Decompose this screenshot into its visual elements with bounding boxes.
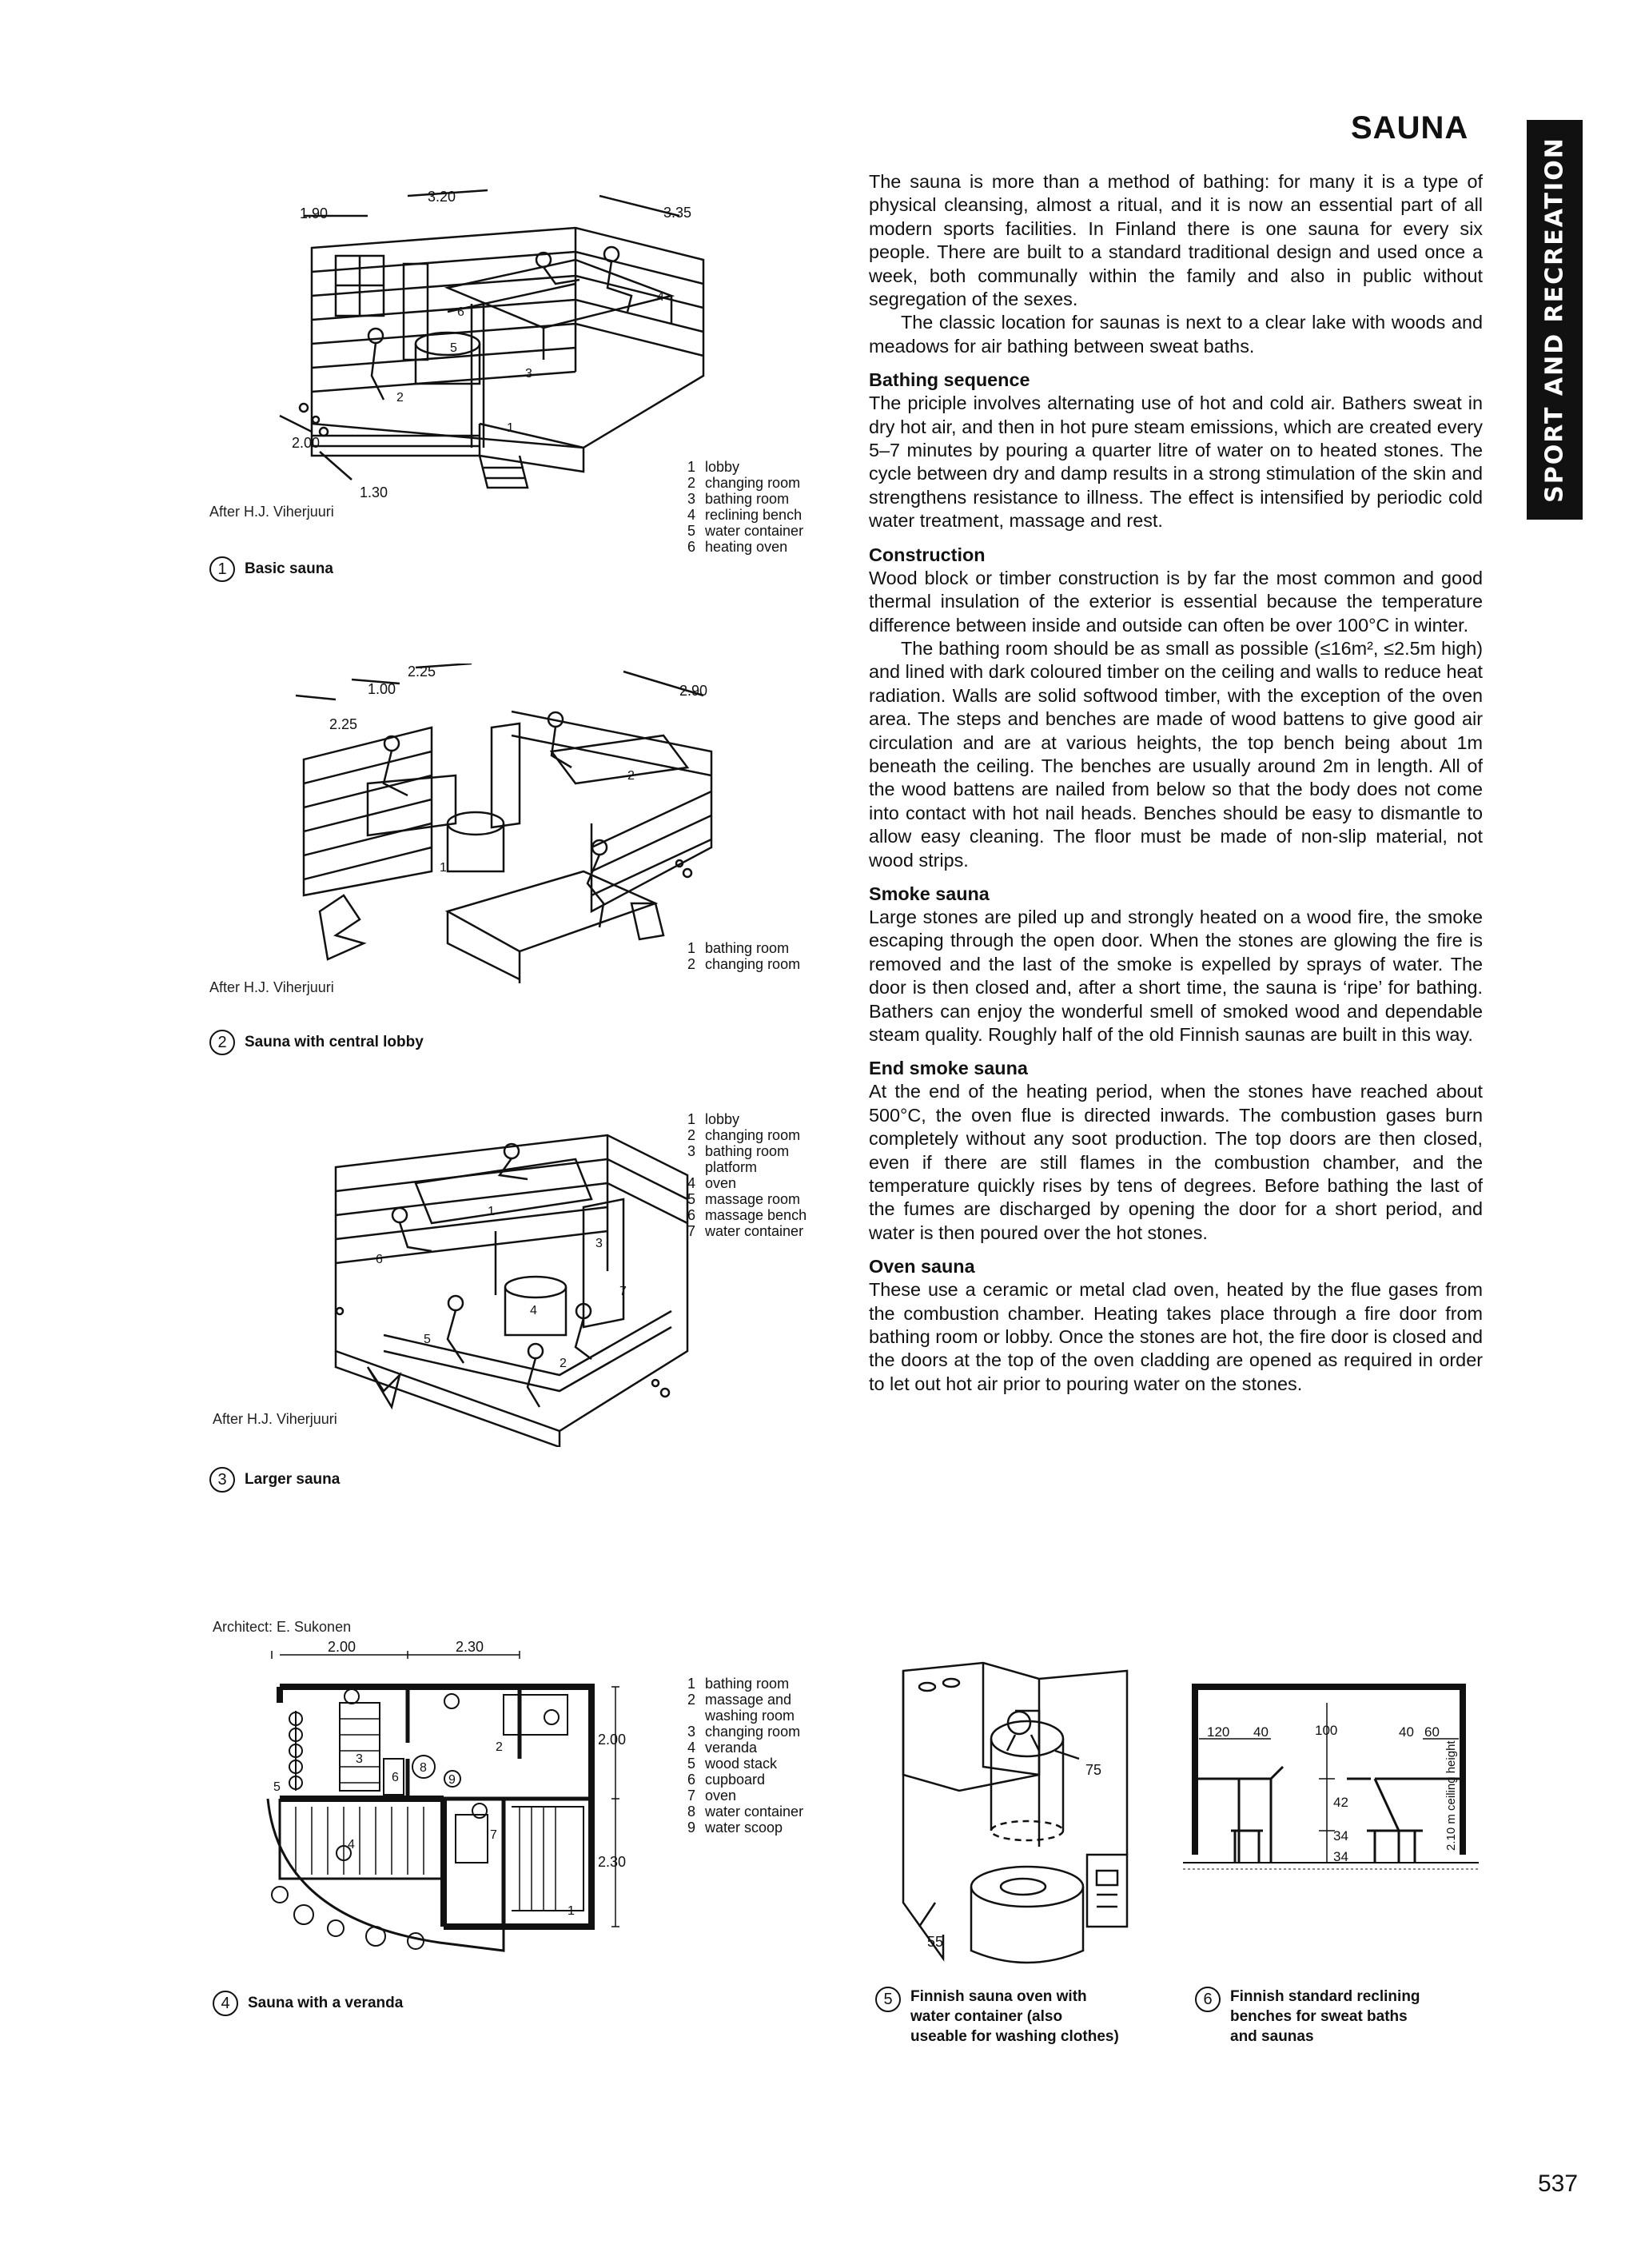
legend-item: 1 lobby <box>687 459 740 475</box>
section-heading: Construction <box>869 544 986 565</box>
fig3-number: 3 <box>209 1467 235 1493</box>
fig1-dim-5: 1.30 <box>360 484 388 500</box>
fig6-dim-3: 100 <box>1315 1723 1338 1738</box>
fig4-dim-2: 2.30 <box>456 1639 484 1655</box>
fig1-caption-text: Basic sauna <box>245 560 333 577</box>
svg-text:7: 7 <box>619 1285 627 1298</box>
fig5-dim-2: 55 <box>927 1934 944 1950</box>
fig5-number: 5 <box>875 1987 901 2012</box>
body-text <box>869 170 1483 1396</box>
fig6-ceiling-label: 2.10 m ceiling height <box>1444 1740 1458 1851</box>
fig2-dim-4: 2.90 <box>679 683 708 699</box>
fig6-dim-8: 34 <box>1333 1849 1348 1864</box>
svg-text:4: 4 <box>348 1838 355 1851</box>
legend-item: 3 bathing room <box>687 491 790 507</box>
fig6-caption-text: Finnish standard reclining benches for sweat baths and saunas <box>1230 1988 1420 2045</box>
fig3-caption-text: Larger sauna <box>245 1471 341 1488</box>
legend-item: 1 lobby <box>687 1111 740 1127</box>
section-tab-label: SPORT AND RECREATION <box>1540 137 1569 503</box>
svg-text:2: 2 <box>627 769 635 783</box>
fig3-caption <box>209 1467 340 1493</box>
svg-text:1: 1 <box>440 861 447 875</box>
page-number: 537 <box>1538 2170 1579 2197</box>
legend-item: 1 bathing room <box>687 940 790 956</box>
svg-text:5: 5 <box>450 341 457 355</box>
legend-item: 2 changing room <box>687 956 801 972</box>
fig2-caption-text: Sauna with central lobby <box>245 1034 424 1050</box>
legend-item: 3 changing room <box>687 1724 801 1740</box>
legend-item: 2 massage and <box>687 1692 792 1708</box>
fig6-caption <box>1195 1987 1420 2047</box>
svg-text:9: 9 <box>448 1773 456 1787</box>
svg-text:6: 6 <box>457 305 464 319</box>
svg-text:7: 7 <box>490 1828 497 1842</box>
fig6-dim-2: 40 <box>1253 1724 1269 1740</box>
fig6-number: 6 <box>1195 1987 1221 2012</box>
body-paragraph: The bathing room should be as small as possible (≤16m², ≤2.5m high) and lined with dark coloured timber on the ceiling and walls to reduce heat radiation. Walls are solid softwood timber, with the exception of the oven area. The steps and benches are made of wood battens to give good air circulation and are at various heights, the top bench being about 1m beneath the ceiling. The benches are usually around 2m in length. All of the wood battens are nailed from below so that the body does not come into contact with hot nail heads. Benches should be easy to dismantle to allow easy cleaning. The floor must be made of non-slip material, not wood strips. <box>869 637 1483 871</box>
fig2-dim-3: 2.25 <box>329 716 358 732</box>
section-tab <box>1527 120 1583 520</box>
legend-item: 4 veranda <box>687 1740 758 1756</box>
fig2-dim-2: 1.00 <box>368 681 396 697</box>
svg-text:8: 8 <box>420 1761 427 1775</box>
fig3-credit: After H.J. Viherjuuri <box>213 1411 337 1427</box>
body-paragraph: The sauna is more than a method of bathing: for many it is a type of physical cleansing, almost a ritual, and it is now an essential part of all modern sports facilities. In Finland there is one sauna for every six people. There are built to a standard traditional design and used once a week, both communally within the family and also in public without segregation of the sexes. <box>869 171 1483 310</box>
legend-item: washing room <box>705 1708 795 1724</box>
body-paragraph: Wood block or timber construction is by far the most common and good thermal insulation of the exterior is essential because the temperature difference between inside and outside can often be over 100°C in winter. <box>869 567 1483 636</box>
fig1-number: 1 <box>209 556 235 582</box>
fig1-dim-1: 1.90 <box>300 205 329 221</box>
body-paragraph: These use a ceramic or metal clad oven, heated by the flue gases from the combustion chamber. Heating takes place through a fire door from bathing room or lobby. Once the stones are hot, the fire door is closed and the doors at the top of the oven cladding are opened as required in order to let out hot air prior to pouring water on the stones. <box>869 1279 1484 1394</box>
fig4-dim-1: 2.00 <box>328 1639 356 1655</box>
fig6-dim-4: 40 <box>1399 1724 1414 1740</box>
svg-text:3: 3 <box>595 1237 603 1250</box>
legend-item: 5 massage room <box>687 1191 801 1207</box>
fig6-dim-1: 120 <box>1207 1724 1230 1740</box>
legend-item: 5 water container <box>687 523 804 539</box>
svg-text:1: 1 <box>507 421 514 435</box>
legend-item: 9 water scoop <box>687 1820 783 1836</box>
fig1-legend <box>687 459 803 555</box>
fig5-caption <box>875 1987 1119 2047</box>
fig4-caption-text: Sauna with a veranda <box>248 1995 404 2011</box>
fig6-dim-7: 34 <box>1333 1828 1348 1843</box>
fig1-dim-3: 3.35 <box>663 205 692 221</box>
fig2-credit: After H.J. Viherjuuri <box>209 979 334 995</box>
fig2-legend <box>687 940 800 972</box>
fig4-drawing <box>264 1639 647 1967</box>
fig4-dim-3: 2.00 <box>598 1732 627 1748</box>
legend-item: 6 massage bench <box>687 1207 807 1223</box>
svg-text:2: 2 <box>496 1740 503 1754</box>
svg-text:6: 6 <box>392 1771 399 1784</box>
fig6-dim-5: 60 <box>1424 1724 1440 1740</box>
svg-text:3: 3 <box>525 367 532 381</box>
fig4-credit: Architect: E. Sukonen <box>213 1619 352 1635</box>
legend-item: 6 cupboard <box>687 1772 766 1788</box>
legend-item: 4 oven <box>687 1175 737 1191</box>
body-paragraph: Large stones are piled up and strongly heated on a wood fire, the smoke escaping through the open door. When the stones are glowing the fire is removed and the last of the smoke is expelled by sprays of water. The door is then closed and, after a short time, the sauna is ‘ripe’ for bathing. Bathers can enjoy the wonderful smell of smoked wood and dependable steam quality. Roughly half of the old Finnish saunas are built in this way. <box>869 906 1483 1045</box>
legend-item: 2 changing room <box>687 1127 801 1143</box>
page-title: SAUNA <box>1351 110 1469 145</box>
fig1-caption <box>209 556 333 582</box>
legend-item: 6 heating oven <box>687 539 788 555</box>
fig5-drawing <box>887 1647 1159 1967</box>
fig2-dim-1: 2.25 <box>408 664 436 680</box>
svg-text:4: 4 <box>530 1304 537 1317</box>
legend-item: 7 oven <box>687 1788 737 1804</box>
fig4-dim-4: 2.30 <box>598 1854 627 1870</box>
legend-item: 5 wood stack <box>687 1756 778 1772</box>
section-heading: Oven sauna <box>869 1256 975 1277</box>
fig4-number: 4 <box>213 1991 238 2016</box>
fig1-dim-2: 3.20 <box>428 189 456 205</box>
fig2-caption <box>209 1030 424 1055</box>
fig5-caption-text: Finnish sauna oven with water container (also useable for washing clothes) <box>910 1988 1119 2045</box>
section-heading: End smoke sauna <box>869 1058 1028 1079</box>
fig1-credit: After H.J. Viherjuuri <box>209 504 334 520</box>
svg-text:1: 1 <box>568 1904 575 1918</box>
fig4-legend <box>687 1676 803 1836</box>
fig6-dim-6: 42 <box>1333 1795 1348 1810</box>
fig3-legend <box>687 1111 807 1239</box>
fig4-caption <box>213 1991 403 2016</box>
section-heading: Smoke sauna <box>869 883 990 904</box>
svg-text:6: 6 <box>376 1253 383 1266</box>
svg-text:2: 2 <box>560 1357 567 1370</box>
fig2-number: 2 <box>209 1030 235 1055</box>
fig5-dim-1: 75 <box>1085 1762 1102 1778</box>
svg-text:1: 1 <box>488 1205 495 1218</box>
legend-item: 4 reclining bench <box>687 507 803 523</box>
body-paragraph: The classic location for saunas is next to a clear lake with woods and meadows for air bathing between sweat baths. <box>869 312 1483 357</box>
fig1-dim-4: 2.00 <box>292 435 321 451</box>
svg-text:3: 3 <box>356 1752 363 1766</box>
legend-item: 7 water container <box>687 1223 804 1239</box>
svg-text:2: 2 <box>396 391 404 405</box>
legend-item: platform <box>705 1159 758 1175</box>
svg-text:4: 4 <box>657 290 664 304</box>
body-paragraph: The priciple involves alternating use of hot and cold air. Bathers sweat in dry hot air, and then in hot pure steam emissions, which are created every 5–7 minutes by pouring a quarter litre of water on to heated stones. The cycle between dry and damp results in a strong stimulation of the skin and strengthens resistance to illness. The effect is intensified by periodic cold water treatment, massage and rest. <box>869 393 1483 532</box>
legend-item: 2 changing room <box>687 475 801 491</box>
fig6-drawing <box>1183 1671 1487 1943</box>
section-heading: Bathing sequence <box>869 369 1030 391</box>
legend-item: 3 bathing room <box>687 1143 790 1159</box>
legend-item: 8 water container <box>687 1804 804 1820</box>
svg-text:5: 5 <box>424 1333 431 1346</box>
legend-item: 1 bathing room <box>687 1676 790 1692</box>
body-paragraph: At the end of the heating period, when the stones have reached about 500°C, the oven flue is directed inwards. The combustion gases burn completely without any soot production. The top doors are then closed, even if there are still flames in the combustion chamber, and the temperature quickly rises by tens of degrees. Before bathing the last of the fumes are discharged by opening the door for a short period, and water is then poured over the hot stones. <box>869 1081 1483 1243</box>
svg-text:5: 5 <box>273 1780 281 1794</box>
